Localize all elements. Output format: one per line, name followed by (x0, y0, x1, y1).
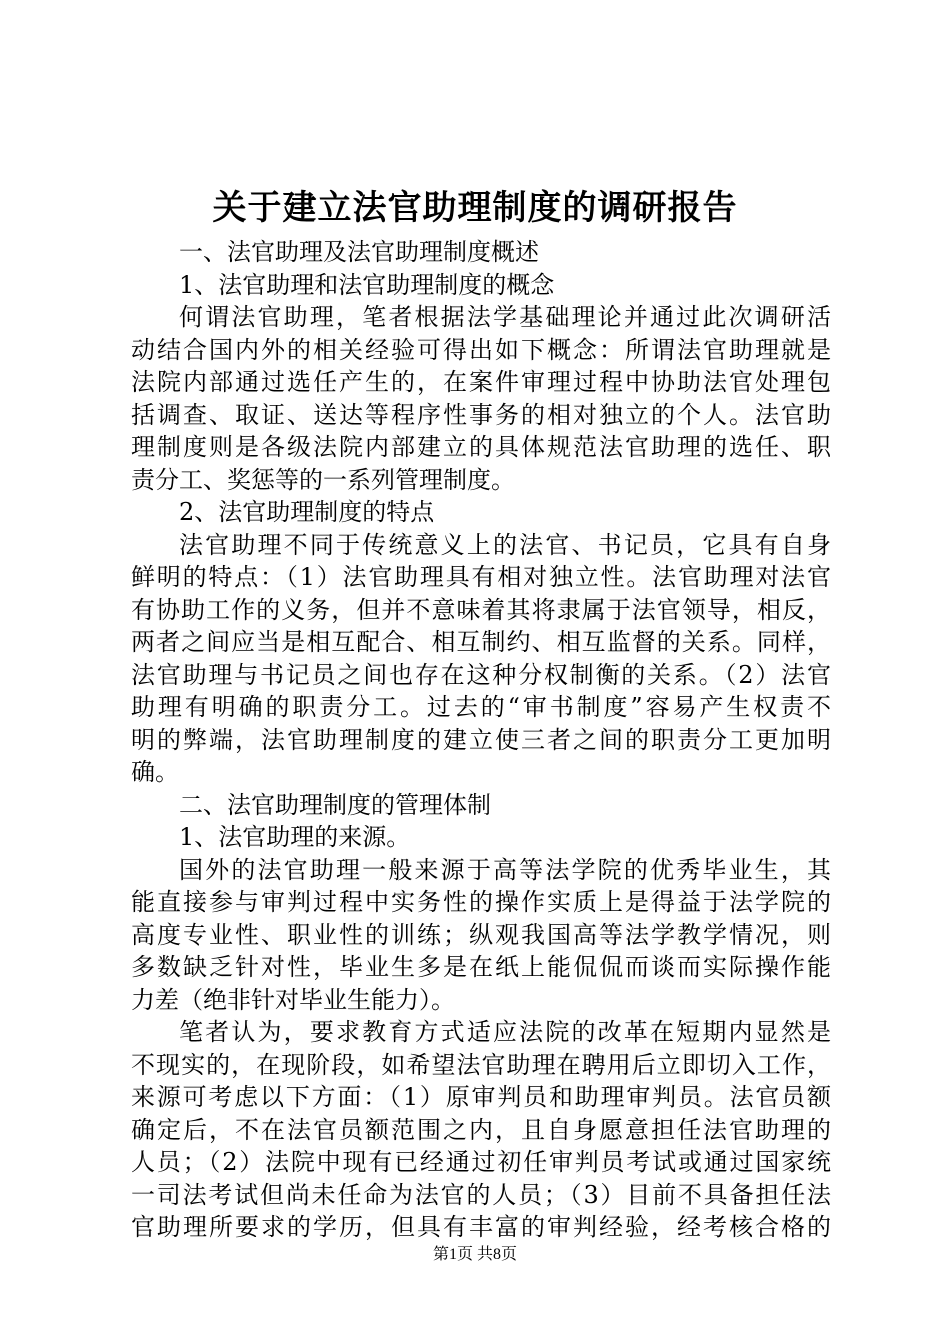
text-line: 确。 (131, 758, 179, 786)
text-line: 官助理所要求的学历，但具有丰富的审判经验，经考核合格的 (131, 1213, 831, 1241)
text-line: 多数缺乏针对性，毕业生多是在纸上能侃侃而谈而实际操作能 (131, 953, 831, 981)
text-line: 人员；（2）法院中现有已经通过初任审判员考试或通过国家统 (131, 1148, 831, 1176)
text-line: 二、法官助理制度的管理体制 (179, 790, 491, 819)
text-line: 明的弊端，法官助理制度的建立使三者之间的职责分工更加明 (131, 725, 831, 754)
document-body (131, 236, 831, 1244)
text-line: 2、法官助理制度的特点 (179, 498, 435, 526)
text-line: 一、法官助理及法官助理制度概述 (179, 238, 539, 266)
text-line: 责分工、奖惩等的一系列管理制度。 (131, 465, 515, 494)
text-line: 确定后，不在法官员额范围之内，且自身愿意担任法官助理的 (131, 1115, 831, 1144)
text-line: 来源可考虑以下方面：（1）原审判员和助理审判员。法官员额 (131, 1083, 831, 1111)
text-line: 括调查、取证、送达等程序性事务的相对独立的个人。法官助 (131, 400, 831, 429)
document-title: 关于建立法官助理制度的调研报告 (212, 188, 738, 228)
text-line: 1、法官助理的来源。 (179, 823, 411, 851)
text-line: 助理有明确的职责分工。过去的“审书制度”容易产生权责不 (131, 693, 831, 721)
text-line: 有协助工作的义务，但并不意味着其将隶属于法官领导，相反， (131, 595, 831, 624)
text-line: 一司法考试但尚未任命为法官的人员；（3）目前不具备担任法 (131, 1180, 831, 1209)
text-line: 何谓法官助理，笔者根据法学基础理论并通过此次调研活 (179, 303, 831, 331)
text-line: 法官助理不同于传统意义上的法官、书记员，它具有自身 (179, 530, 831, 559)
text-line: 笔者认为，要求教育方式适应法院的改革在短期内显然是 (179, 1018, 831, 1046)
text-line: 力差（绝非针对毕业生能力）。 (131, 985, 455, 1014)
text-line: 不现实的，在现阶段，如希望法官助理在聘用后立即切入工作， (131, 1050, 831, 1079)
text-line: 鲜明的特点：（1）法官助理具有相对独立性。法官助理对法官 (131, 563, 831, 591)
text-line: 能直接参与审判过程中实务性的操作实质上是得益于法学院的 (131, 888, 831, 916)
page-footer: 第1页 共8页 (432, 1246, 517, 1263)
text-line: 高度专业性、职业性的训练；纵观我国高等法学教学情况，则 (131, 920, 831, 949)
text-line: 动结合国内外的相关经验可得出如下概念：所谓法官助理就是 (131, 335, 831, 364)
text-line: 理制度则是各级法院内部建立的具体规范法官助理的选任、职 (131, 433, 831, 461)
text-line: 法院内部通过选任产生的，在案件审理过程中协助法官处理包 (131, 368, 831, 396)
text-line: 1、法官助理和法官助理制度的概念 (179, 270, 555, 299)
text-line: 法官助理与书记员之间也存在这种分权制衡的关系。（2）法官 (131, 660, 831, 689)
text-line: 两者之间应当是相互配合、相互制约、相互监督的关系。同样， (131, 628, 831, 656)
text-line: 国外的法官助理一般来源于高等法学院的优秀毕业生，其 (179, 855, 831, 884)
